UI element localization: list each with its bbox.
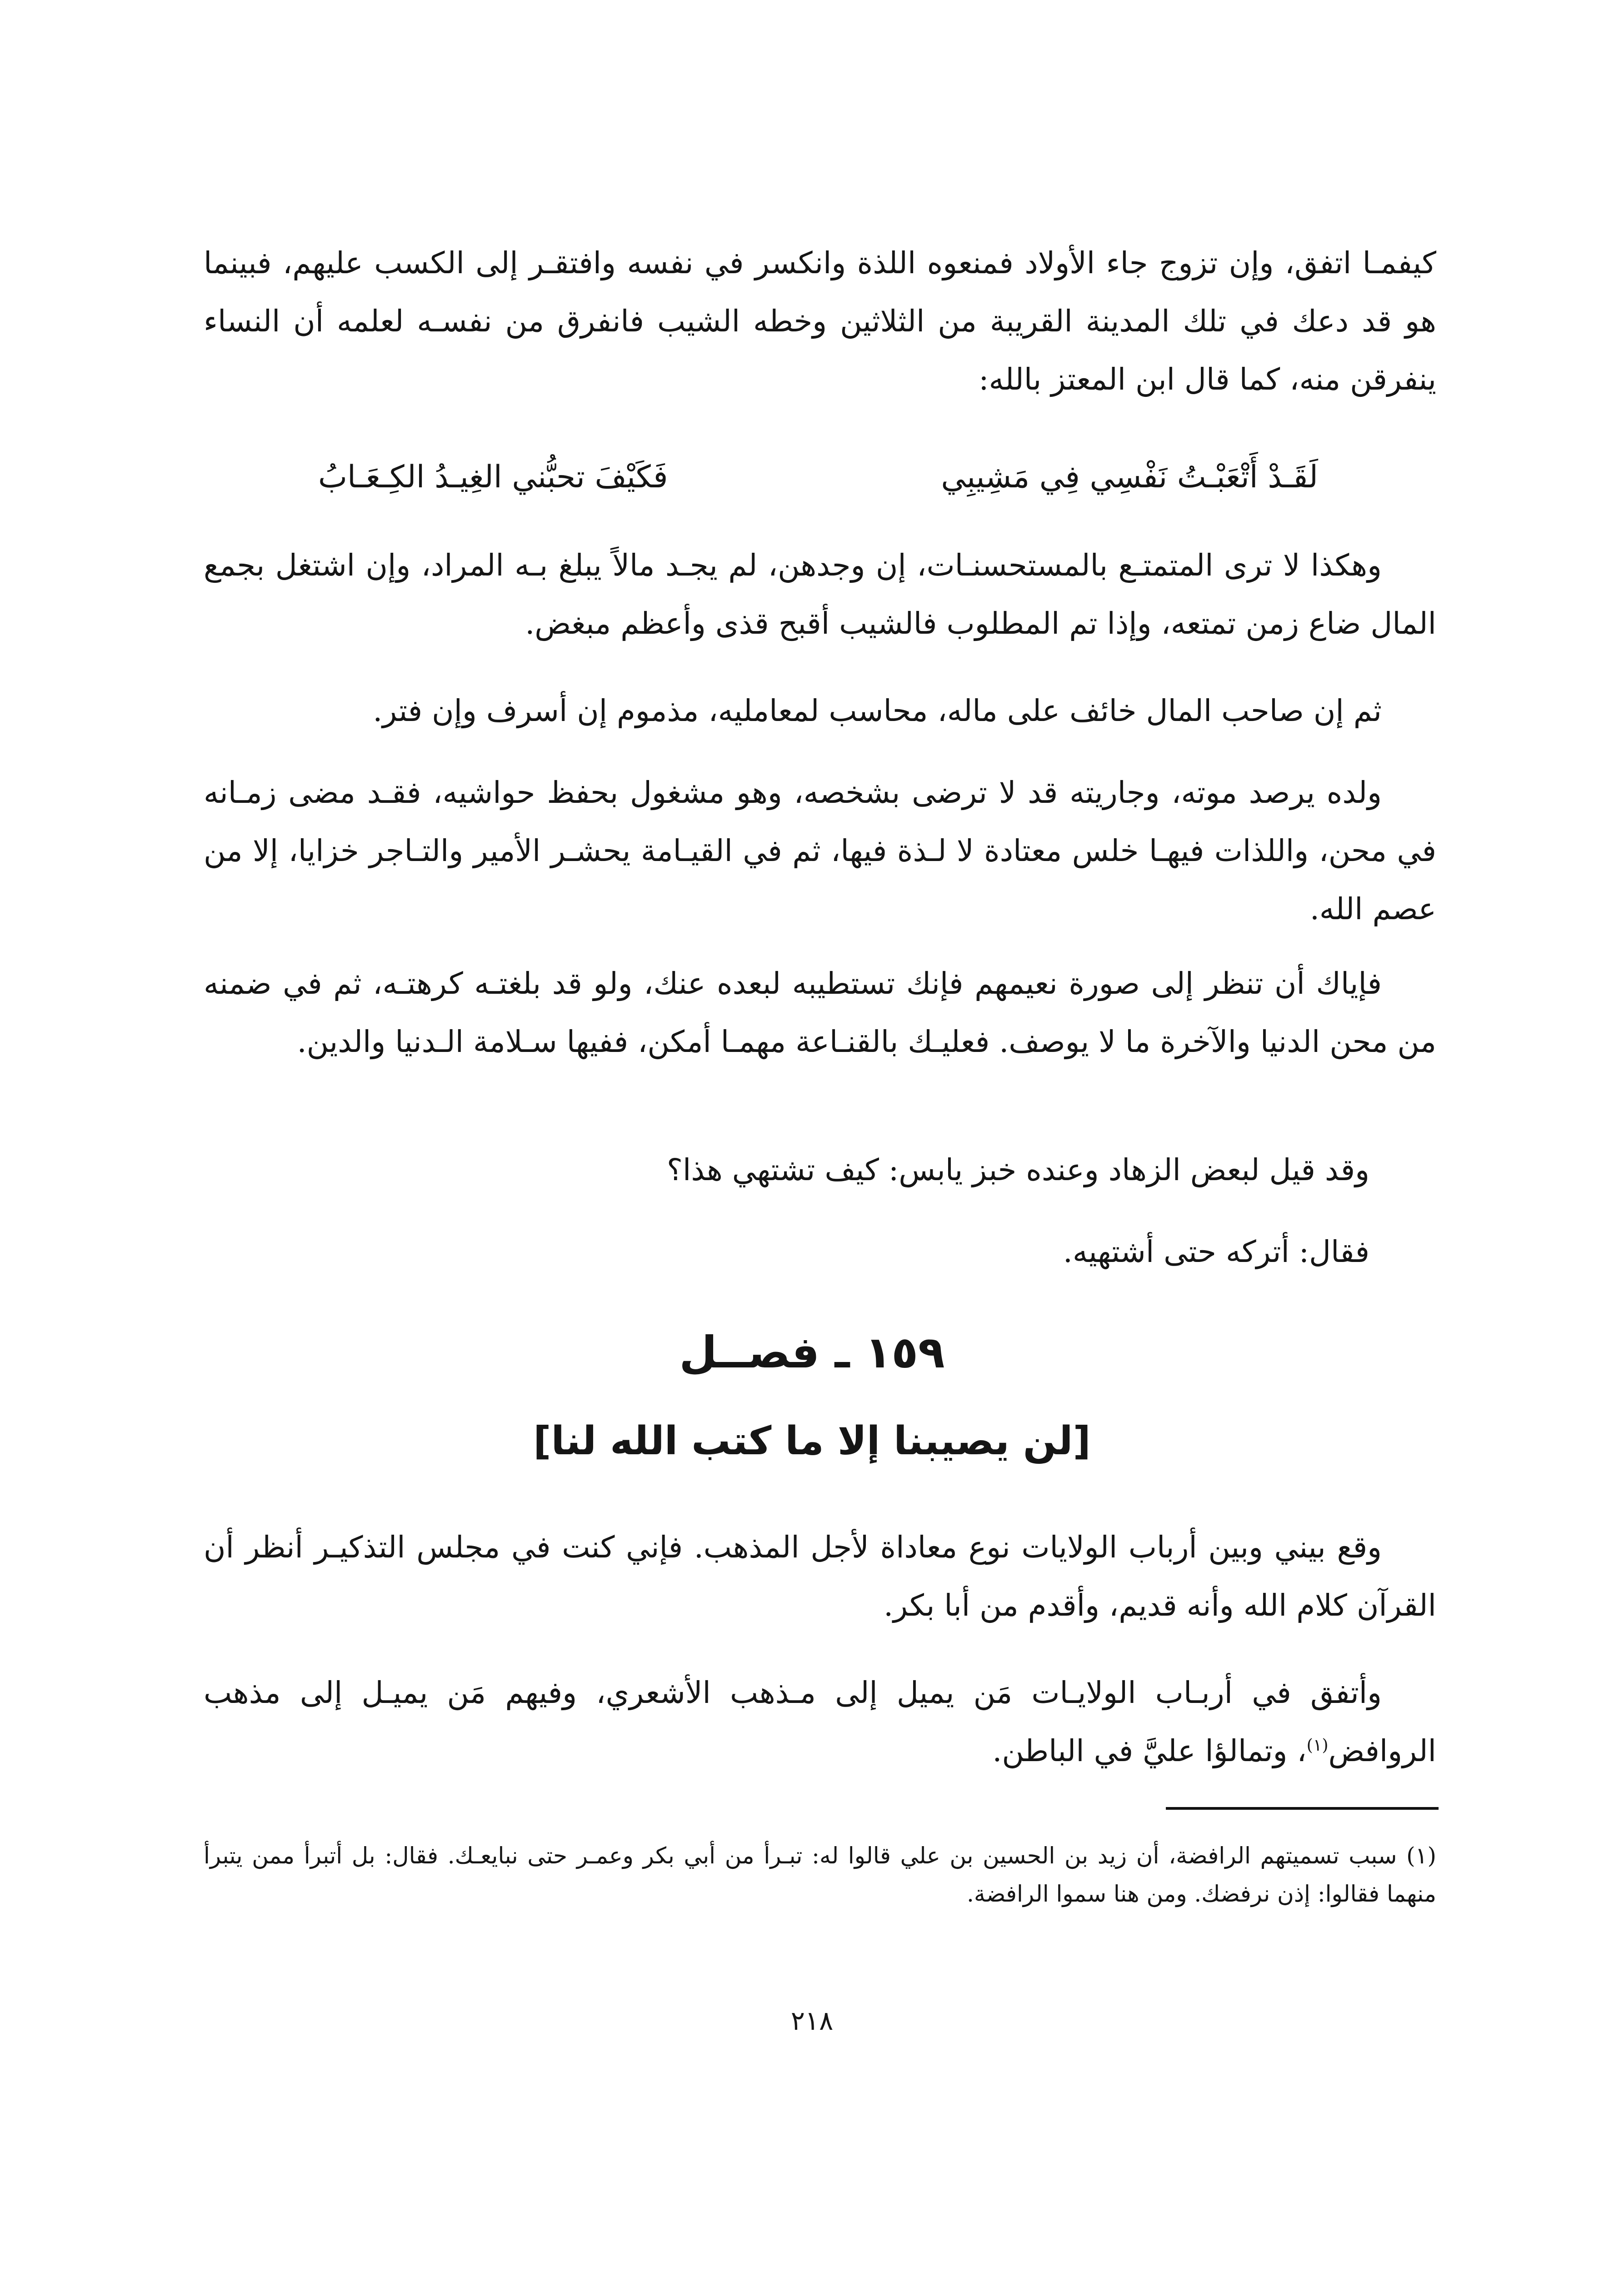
paragraph-wealth: ثم إن صاحب المال خائف على ماله، محاسب لمعامليه، مذموم إن أسرف وإن فتر. xyxy=(373,693,1382,728)
verse-second-hemistich: فَكَيْفَ تحبُّني الغِيـدُ الكِـعَـابُ xyxy=(318,459,668,495)
footnote: (١) سبب تسميتهم الرافضة، أن زيد بن الحسين بن علي قالوا له: تبـرأ من أبي بكر وعمـر حتى نبايعـك. فقال: بل أتبرأ ممن يتبرأ منهما فقالوا: إذن نرفضك. ومن هنا سموا الرافضة. xyxy=(204,1842,1436,1907)
footnote-divider xyxy=(1166,1807,1439,1810)
paragraph-ascetic-answer: فقال: أتركه حتى أشتهيه. xyxy=(1063,1234,1369,1269)
paragraph-ashari-tail: ، وتمالؤا عليَّ في الباطن. xyxy=(992,1733,1307,1768)
paragraph-ashari xyxy=(204,1664,1436,1780)
verse-first-hemistich: لَقَـدْ أَتْعَبْـتُ نَفْسِي فِي مَشِيبِي xyxy=(941,459,1318,495)
paragraph-enmity: وقع بيني وبين أرباب الولايات نوع معاداة لأجل المذهب. فإني كنت في مجلس التذكيـر أنظر أن القرآن كلام الله وأنه قديم، وأقدم من أبا بكر. xyxy=(204,1530,1436,1623)
paragraph-opening: كيفمـا اتفق، وإن تزوج جاء الأولاد فمنعوه اللذة وانكسر في نفسه وافتقـر إلى الكسب عليهم، فبينما هو قد دعك في تلك المدينة القريبة من الثلاثين وخطه الشيب فانفرق من نفسـه لعلمه أن النساء ينفرقن منه، كما قال ابن المعتز بالله: xyxy=(204,245,1436,397)
paragraph-ascetic-question: وقد قيل لبعض الزهاد وعنده خبز يابس: كيف تشتهي هذا؟ xyxy=(666,1152,1369,1187)
section-title: ١٥٩ ـ فصــل xyxy=(679,1327,945,1378)
poetry-verse xyxy=(318,448,1318,507)
paragraph-pleasures: وهكذا لا ترى المتمتـع بالمستحسنـات، إن وجدهن، لم يجـد مالاً يبلغ بـه المراد، وإن اشتغل بجمع المال ضاع زمن تمتعه، وإذا تم المطلوب فالشيب أقبح قذى وأعظم مبغض. xyxy=(204,548,1436,641)
footnote-marker: (١) xyxy=(1306,1735,1329,1755)
paragraph-contentment: فإياك أن تنظر إلى صورة نعيمهم فإنك تستطيبه لبعده عنك، ولو قد بلغتـه كرهتـه، ثم في ضمنه من محن الدنيا والآخرة ما لا يوصف. فعليـك بالقنـاعة مهمـا أمكن، ففيها سـلامة الـدنيا والدين. xyxy=(204,966,1436,1059)
section-subtitle: [لن يصيبنا إلا ما كتب الله لنا] xyxy=(533,1418,1091,1464)
page-number: ٢١٨ xyxy=(790,2005,834,2036)
paragraph-ashari-text: وأتفق في أربـاب الولايـات مَن يميل إلى مـذهب الأشعري، وفيهم مَن يميـل إلى مذهب الروافض xyxy=(204,1675,1436,1768)
paragraph-son: ولده يرصد موته، وجاريته قد لا ترضى بشخصه، وهو مشغول بحفظ حواشيه، فقـد مضى زمـانه في محن، واللذات فيهـا خلس معتادة لا لـذة فيها، ثم في القيـامة يحشـر الأمير والتـاجر خزايا، إلا من عصم الله. xyxy=(204,775,1436,926)
